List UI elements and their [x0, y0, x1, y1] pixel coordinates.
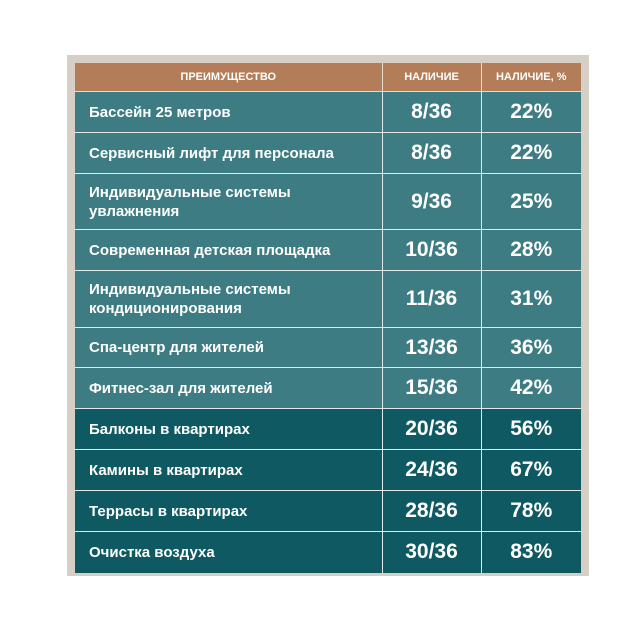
feature-cell: Спа-центр для жителей: [75, 328, 382, 368]
feature-cell: Индивидуальные системы кондиционирования: [75, 271, 382, 328]
table-row: [75, 491, 581, 532]
table-row: [75, 133, 581, 174]
table-row: [75, 271, 581, 328]
header-feature: ПРЕИМУЩЕСТВО: [75, 63, 382, 92]
pct-cell: 28%: [481, 230, 581, 271]
count-cell: 10/36: [382, 230, 481, 271]
table-frame: [67, 55, 589, 576]
feature-cell: Фитнес-зал для жителей: [75, 368, 382, 409]
feature-cell: Камины в квартирах: [75, 450, 382, 491]
pct-cell: 42%: [481, 368, 581, 409]
count-cell: 28/36: [382, 491, 481, 532]
feature-cell: Индивидуальные системы увлажнения: [75, 174, 382, 230]
header-row: [75, 63, 581, 92]
pct-cell: 22%: [481, 133, 581, 174]
table-row: [75, 450, 581, 491]
table-row: [75, 409, 581, 450]
pct-cell: 56%: [481, 409, 581, 450]
pct-cell: 22%: [481, 92, 581, 133]
feature-cell: Террасы в квартирах: [75, 491, 382, 532]
pct-cell: 67%: [481, 450, 581, 491]
feature-cell: Сервисный лифт для персонала: [75, 133, 382, 174]
feature-cell: Очистка воздуха: [75, 532, 382, 573]
header-availability-pct: НАЛИЧИЕ, %: [481, 63, 581, 92]
pct-cell: 25%: [481, 174, 581, 230]
count-cell: 24/36: [382, 450, 481, 491]
count-cell: 15/36: [382, 368, 481, 409]
header-availability: НАЛИЧИЕ: [382, 63, 481, 92]
count-cell: 8/36: [382, 92, 481, 133]
feature-cell: Бассейн 25 метров: [75, 92, 382, 133]
table-row: [75, 368, 581, 409]
table-row: [75, 174, 581, 230]
table-row: [75, 532, 581, 573]
count-cell: 13/36: [382, 328, 481, 368]
feature-cell: Балконы в квартирах: [75, 409, 382, 450]
pct-cell: 31%: [481, 271, 581, 328]
count-cell: 11/36: [382, 271, 481, 328]
count-cell: 20/36: [382, 409, 481, 450]
table-row: [75, 328, 581, 368]
features-table: [75, 63, 581, 573]
count-cell: 30/36: [382, 532, 481, 573]
count-cell: 8/36: [382, 133, 481, 174]
pct-cell: 83%: [481, 532, 581, 573]
pct-cell: 78%: [481, 491, 581, 532]
feature-cell: Современная детская площадка: [75, 230, 382, 271]
table-row: [75, 230, 581, 271]
count-cell: 9/36: [382, 174, 481, 230]
pct-cell: 36%: [481, 328, 581, 368]
table-row: [75, 92, 581, 133]
